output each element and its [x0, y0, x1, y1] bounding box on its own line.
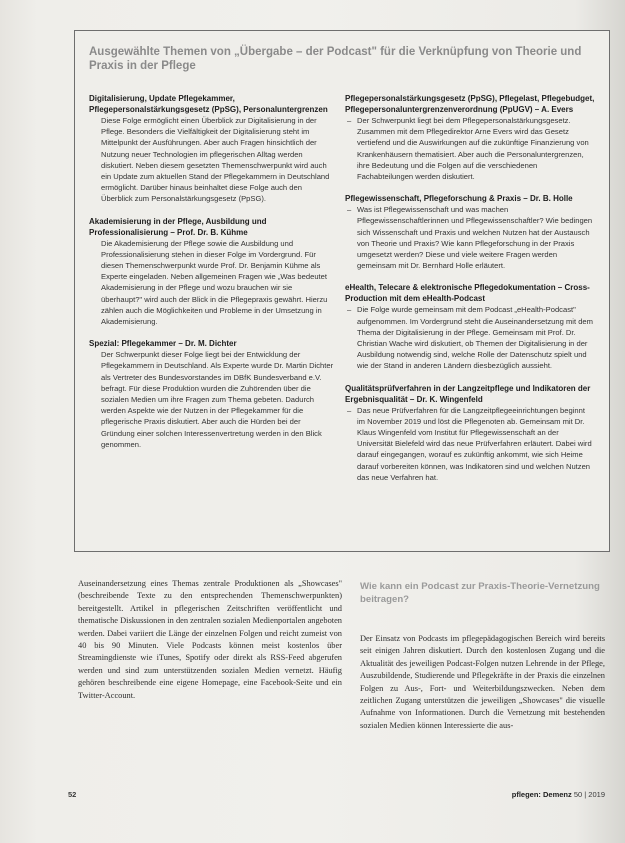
publication-name: pflegen: Demenz [511, 790, 572, 799]
topic-heading: eHealth, Telecare & elektronische Pflegedokumentation – Cross-Production mit dem eHealth-Podcast [345, 283, 590, 304]
topic-text-body: Die Folge wurde gemeinsam mit dem Podcast „eHealth-Podcast" aufgenommen. Im Vordergrund steht die Auseinandersetzung mit dem Thema der Digitalisierung in der Pflege. Gemeinsam mit Prof. Dr. Christian Wache wird diskutiert, ob Themen der Digitalisierung in der Ausbildung notwendig sind, welche Rolle der Datenschutz spielt und wie der Stand in anderen Ländern diesbezüglich aussieht. [357, 305, 593, 371]
topic-item [345, 383, 595, 483]
topic-text: Die Akademisierung der Pflege sowie die Ausbildung und Professionalisierung stehen in dieser Folge im Vordergrund. Für diesen Themenschwerpunkt wurde Prof. Dr. Benjamin Kühme als Experte eingeladen. Neben allgemeinen Fragen wie „Was bedeutet Akademisierung in der Pflege und wozu brauchen wir sie überhaupt?" wird auch der Blick in die Pflegepraxis gewährt. Hierzu zählen auch die Möglichkeiten und Probleme in der Umsetzung in Akademisierung. [101, 238, 328, 327]
issue-label: 50 | 2019 [573, 790, 605, 799]
dash-bullet: – [347, 305, 352, 315]
publication-footer [495, 790, 605, 799]
topic-heading: Qualitätsprüfverfahren in der Langzeitpflege und Indikatoren der Ergebnisqualität – Dr. K. Wingenfeld [345, 383, 591, 404]
page-number: 52 [68, 790, 77, 799]
topic-text [345, 115, 595, 182]
topics-right-column [345, 93, 595, 494]
topic-text [345, 405, 595, 483]
topic-text-body: Was ist Pflegewissenschaft und was machen Pflegewissenschaftlerinnen und Pflegewissenschaftler? Wie bedingen sich Wissenschaft und Praxis und welchen Nutzen hat der Austausch von Theorie und Praxis? Wie kann Pflegeforschung in der Praxis umgesetzt werden? Diese und viele weitere Fragen werden gemeinsam mit Dr. Bernhard Holle erläutert. [357, 205, 593, 271]
topic-text-body: Der Schwerpunkt liegt bei dem Pflegepersonalstärkungsgesetz. Zusammen mit dem Pflegedirektor Arne Evers wird das Gesetz vertiefend und die Auswirkungen auf die zukünftige Finanzierung von Krankenhäusern thematisiert. Aber auch die Personaluntergrenzen, ihre Bedeutung und die Folgen auf die verschiedenen Fachabteilungen werden diskutiert. [357, 116, 589, 182]
section-heading: Wie kann ein Podcast zur Praxis-Theorie-Vernetzung beitragen? [360, 581, 600, 605]
body-text-right: Der Einsatz von Podcasts im pflegepädagogischen Bereich wird bereits seit einigen Jahren diskutiert. Durch den kostenlosen Zugang und die Aktualität des jeweiligen Podcast-Folgen nutzen Lehrende in der Pflege, Auszubildende, Studierende und Pflegekräfte in der Praxis die einzelnen Folgen zu Aus-, Fort- und Weiterbildungszwecken. Neben dem zeitlichen Zugang unterstützen die jeweiligen „Showcases" die visuelle Aufnahme von Informationen. Durch die Vernetzung mit bestehenden sozialen Medien können Interessierte die aus- [360, 634, 605, 730]
topic-heading: Digitalisierung, Update Pflegekammer, Pflegepersonalstärkungsgesetz (PpSG), Personaluntergrenzen [89, 94, 328, 114]
topics-box [74, 30, 610, 552]
topic-item [89, 338, 334, 450]
topic-heading: Pflegewissenschaft, Pflegeforschung & Praxis – Dr. B. Holle [345, 194, 573, 204]
topic-text: Diese Folge ermöglicht einen Überblick zur Digitalisierung in der Pflege. Besonders die Vielfältigkeit der Digitalisierung steht im Mittelpunkt der Ausführungen. Aber auch Fragen hinsichtlich der Nutzung neuer Technologien im pflegerischen Alltag werden diskutiert. Neben diesem gesetzten Themenschwerpunkt wird auch ein Update zum aktuellen Stand der Pflegekammern in Deutschland ermöglicht. Darüber hinaus beinhaltet diese Folge auch den Überblick zum Personalstärkungsgesetz (PpSG). [101, 116, 330, 204]
topic-item [345, 282, 595, 371]
topic-item [89, 216, 334, 328]
topic-heading: Spezial: Pflegekammer – Dr. M. Dichter [89, 339, 237, 349]
dash-bullet: – [347, 405, 352, 415]
topic-item [345, 93, 595, 182]
body-text-left: Auseinandersetzung eines Themas zentrale Produktionen als „Showcases" (beschreibende Texte zu den entsprechenden Themenschwerpunkten) bereitgestellt. Artikel in pflegerischen Zeitschriften veröffentlicht und thematische Diskussionen in den zentralen sozialen Medienportalen angeboten werden. Dabei variiert die Länge der einzelnen Folgen und reicht zumeist von 40 bis 90 Minuten. Viele Podcasts können meist kostenlos über Streamingdienste wie iTunes, Spotify oder direkt als RSS-Feed abgerufen werden und sind zum unterstützenden sozialen Medien vernetzt. Häufig gehören beschreibende eine eigene Homepage, eine Facebook-Seite und ein Twitter-Account. [78, 579, 342, 700]
topic-item [89, 93, 334, 205]
topic-text: Der Schwerpunkt dieser Folge liegt bei der Entwicklung der Pflegekammern in Deutschland. Als Experte wurde Dr. Martin Dichter als Vertreter des Bundesvorstandes im DBfK Bundesverband e.V. befragt. Für diese Produktion wurden die Zuhörenden über die sozialen Medien um ihre Fragen zum Thema gebeten. Dadurch werden Aspekte wie der Nutzen in der Pflegekammer für die pflegerische Praxis diskutiert. Aber auch die Hürden bei der Gründung einer solchen Interessenvertretung werden in den Blick genommen. [101, 350, 334, 449]
dash-bullet: – [347, 116, 352, 125]
box-title: Ausgewählte Themen von „Übergabe – der Podcast" für die Verknüpfung von Theorie und Praxis in der Pflege [89, 46, 582, 72]
topic-heading: Akademisierung in der Pflege, Ausbildung und Professionalisierung – Prof. Dr. B. Kühme [89, 216, 267, 237]
topic-text [345, 204, 595, 271]
topics-left-column [89, 93, 334, 461]
topic-text-body: Das neue Prüfverfahren für die Langzeitpflegeeinrichtungen beginnt im November 2019 und löst die Pflegenoten ab. Gemeinsam mit Dr. Klaus Wingenfeld vom Institut für Pflegewissenschaft an der Universität Bielefeld wird das neue Prüfverfahren erläutert. Dabei wird darauf eingegangen, worauf es zukünftig ankommt, wie sich Heime darauf vorbereiten können, was Indikatoren sind und welchen Nutzen das neue Verfahren hat. [357, 405, 592, 482]
topic-item [345, 193, 595, 271]
topic-text [345, 304, 595, 371]
dash-bullet: – [347, 205, 352, 215]
topic-heading: Pflegepersonalstärkungsgesetz (PpSG), Pflegelast, Pflegebudget, Pflegepersonaluntergrenzenverordnung (PpUGV) – A. Evers [345, 94, 595, 114]
